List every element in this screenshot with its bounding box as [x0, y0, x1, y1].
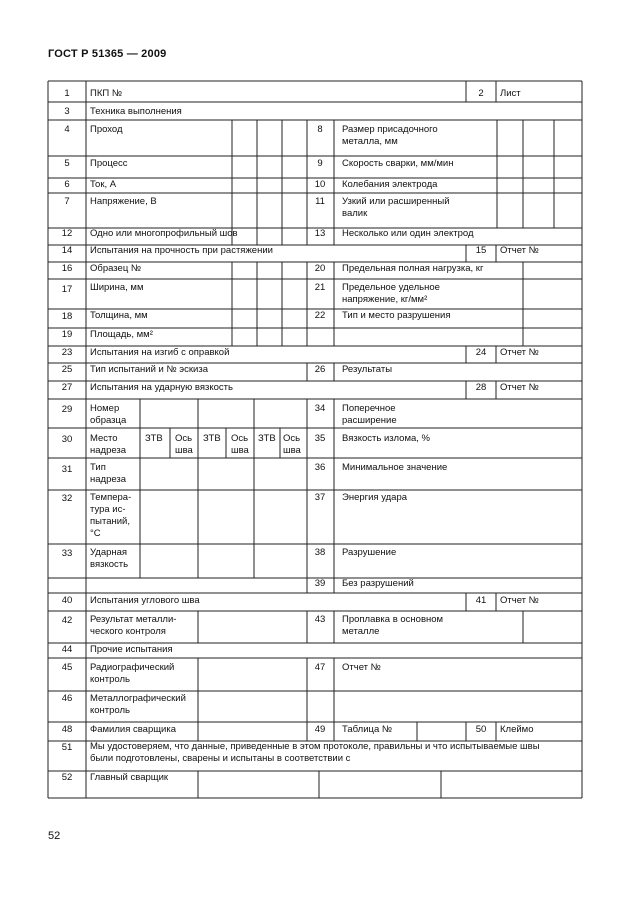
row-number: 30	[61, 434, 73, 445]
row-number: 25	[61, 364, 73, 375]
row-label: Предельная полная нагрузка, кг	[342, 263, 484, 274]
row-label: Тип испытаний и № эскиза	[90, 364, 209, 375]
row-label: Клеймо	[500, 724, 534, 735]
row-label: Одно или многопрофильный шов	[90, 228, 238, 239]
row-label: Площадь, мм²	[90, 329, 153, 340]
row-number: 2	[478, 88, 484, 99]
row-label: Толщина, мм	[90, 310, 148, 321]
row-number: 16	[61, 263, 73, 274]
row-number: 28	[475, 382, 487, 393]
row-label: Поперечное расширение	[342, 403, 397, 426]
row-label: Без разрушений	[342, 578, 414, 589]
row-number: 45	[61, 662, 73, 673]
row-number: 15	[475, 245, 487, 256]
row-number: 39	[314, 578, 326, 589]
row-label: Техника выполнения	[90, 106, 182, 117]
row-label: Тип надреза	[90, 462, 127, 485]
row-label: Номер образца	[90, 403, 127, 426]
row-number: 9	[317, 158, 323, 169]
row-number: 10	[314, 179, 326, 190]
row-label: Ударная вязкость	[90, 547, 129, 570]
row-number: 20	[314, 263, 326, 274]
document-header: ГОСТ Р 51365 — 2009	[48, 48, 167, 60]
certification-statement: Мы удостоверяем, что данные, приведенные в этом протоколе, правильны и что испытываемые швы были подготовлены, сварены и испытаны в соответствии с	[90, 741, 540, 764]
row-number: 41	[475, 595, 487, 606]
row-number: 19	[61, 329, 73, 340]
impact-notch-label: Ось шва	[175, 433, 193, 456]
row-label: Фамилия сварщика	[90, 724, 177, 735]
impact-notch-label: Ось шва	[231, 433, 249, 456]
row-label: Вязкость излома, %	[342, 433, 430, 444]
row-label: Отчет №	[500, 382, 539, 393]
row-label: Результаты	[342, 364, 393, 375]
row-number: 40	[61, 595, 73, 606]
row-number: 5	[64, 158, 70, 169]
row-label: Лист	[500, 88, 521, 99]
row-number: 17	[61, 284, 73, 295]
row-label: Прочие испытания	[90, 644, 173, 655]
row-number: 50	[475, 724, 487, 735]
row-number: 3	[64, 106, 70, 117]
row-number: 24	[475, 347, 487, 358]
row-label: Тип и место разрушения	[342, 310, 451, 321]
row-label: Испытания на изгиб с оправкой	[90, 347, 230, 358]
row-number: 21	[314, 282, 326, 293]
row-number: 47	[314, 662, 326, 673]
row-number: 43	[314, 614, 326, 625]
row-number: 35	[314, 433, 326, 444]
impact-notch-label: ЗТВ	[203, 433, 221, 444]
row-number: 31	[61, 464, 73, 475]
row-label: Разрушение	[342, 547, 397, 558]
row-label: Отчет №	[500, 347, 539, 358]
row-number: 52	[61, 772, 73, 783]
row-number: 49	[314, 724, 326, 735]
row-label: Темпера-тура ис-пытаний, °С	[90, 492, 132, 539]
row-number: 27	[61, 382, 73, 393]
row-number: 23	[61, 347, 73, 358]
row-label: Место надреза	[90, 433, 127, 456]
row-number: 38	[314, 547, 326, 558]
row-label: Скорость сварки, мм/мин	[342, 158, 454, 169]
row-number: 14	[61, 245, 73, 256]
row-label: Узкий или расширенный валик	[342, 196, 450, 219]
row-label: Размер присадочного металла, мм	[342, 124, 438, 147]
row-number: 33	[61, 548, 73, 559]
row-label: Испытания углового шва	[90, 595, 200, 606]
row-label: Энергия удара	[342, 492, 408, 503]
impact-notch-label: ЗТВ	[145, 433, 163, 444]
row-label: Напряжение, В	[90, 196, 157, 207]
row-number: 34	[314, 403, 326, 414]
row-number: 13	[314, 228, 326, 239]
row-label: Металлографический контроль	[90, 693, 186, 716]
row-label: Ток, А	[90, 179, 117, 190]
row-number: 12	[61, 228, 73, 239]
row-number: 4	[64, 124, 70, 135]
row-number: 26	[314, 364, 326, 375]
row-label: Минимальное значение	[342, 462, 448, 473]
row-number: 29	[61, 404, 73, 415]
row-number: 8	[317, 124, 323, 135]
row-number: 37	[314, 492, 326, 503]
row-number: 11	[315, 196, 325, 207]
row-number: 36	[314, 462, 326, 473]
row-label: Колебания электрода	[342, 179, 438, 190]
row-label: Испытания на прочность при растяжении	[90, 245, 273, 256]
row-label: Результат металли-ческого контроля	[90, 614, 177, 637]
row-number: 44	[61, 644, 73, 655]
row-label: Радиографический контроль	[90, 662, 175, 685]
row-number: 1	[64, 88, 70, 99]
row-label: Испытания на ударную вязкость	[90, 382, 233, 393]
row-label: Ширина, мм	[90, 282, 144, 293]
row-label: Предельное удельное напряжение, кг/мм²	[342, 282, 440, 305]
row-label: Отчет №	[500, 595, 539, 606]
row-label: Несколько или один электрод	[342, 228, 474, 239]
row-number: 32	[61, 493, 73, 504]
row-number: 42	[61, 615, 73, 626]
row-label: Проход	[90, 124, 123, 135]
row-label: Главный сварщик	[90, 772, 169, 783]
row-label: Отчет №	[342, 662, 381, 673]
row-number: 18	[61, 311, 73, 322]
row-label: Таблица №	[342, 724, 393, 735]
page-number: 52	[48, 830, 61, 842]
impact-notch-label: ЗТВ	[258, 433, 276, 444]
row-number: 48	[61, 724, 73, 735]
row-label: Процесс	[90, 158, 128, 169]
row-number: 22	[314, 310, 326, 321]
row-label: Проплавка в основном металле	[342, 614, 444, 637]
row-label: Образец №	[90, 263, 142, 274]
impact-notch-label: Ось шва	[283, 433, 301, 456]
row-number: 6	[64, 179, 70, 190]
row-label: ПКП №	[90, 88, 123, 99]
row-number: 7	[64, 196, 70, 207]
row-number: 46	[61, 693, 73, 704]
row-label: Отчет №	[500, 245, 539, 256]
row-number: 51	[61, 742, 73, 753]
